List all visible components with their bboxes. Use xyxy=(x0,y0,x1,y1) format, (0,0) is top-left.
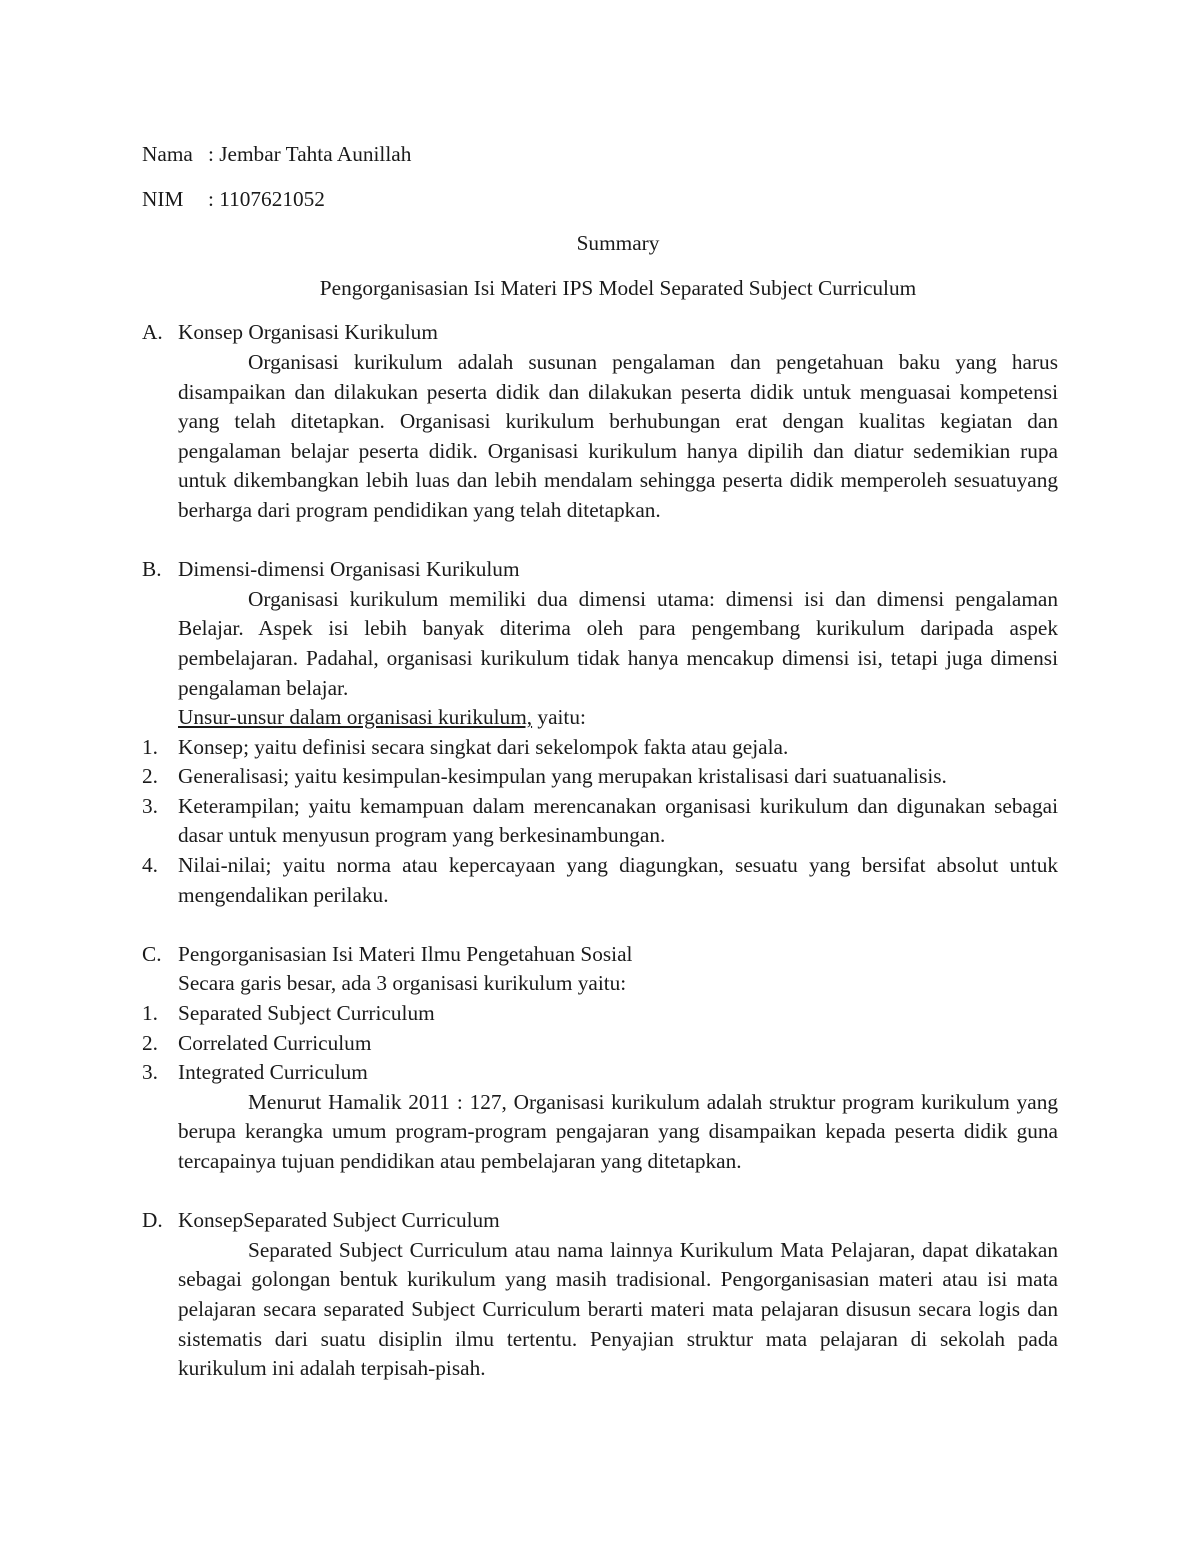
section-b-heading xyxy=(142,555,1058,585)
elements-intro xyxy=(178,703,1058,733)
section-b-letter: B. xyxy=(142,557,162,582)
list-item-number: 3. xyxy=(142,1060,158,1085)
section-c-paragraph: Menurut Hamalik 2011 : 127, Organisasi kurikulum adalah struktur program kurikulum yang berupa kerangka umum program-program pengajaran yang disampaikan kepada peserta didik guna tercapainya tujuan pendidikan atau pembelajaran yang ditetapkan. xyxy=(178,1089,1058,1173)
section-d-letter: D. xyxy=(142,1208,163,1233)
list-item xyxy=(142,1029,1058,1059)
section-c-title: Pengorganisasian Isi Materi Ilmu Pengetahuan Sosial xyxy=(178,941,633,966)
nama-value: : Jembar Tahta Aunillah xyxy=(208,142,412,166)
summary-title: Summary xyxy=(576,231,660,256)
curriculum-types-list xyxy=(142,999,1058,1088)
list-item-number: 1. xyxy=(142,734,158,759)
section-c-heading xyxy=(142,940,1058,970)
section-a-title: Konsep Organisasi Kurikulum xyxy=(178,320,438,345)
list-item-number: 2. xyxy=(142,1030,158,1055)
list-item-text: Separated Subject Curriculum xyxy=(178,1001,435,1026)
section-a-heading xyxy=(142,318,1058,348)
section-a-letter: A. xyxy=(142,320,163,345)
nim-row xyxy=(142,185,1058,215)
section-b-title: Dimensi-dimensi Organisasi Kurikulum xyxy=(178,557,520,582)
list-item-number: 4. xyxy=(142,853,158,878)
section-d-paragraph: Separated Subject Curriculum atau nama lainnya Kurikulum Mata Pelajaran, dapat dikatakan sebagai golongan bentuk kurikulum yang masih tradisional. Pengorganisasian materi atau isi mata pelajaran secara separated Subject Curriculum berarti materi mata pelajaran disusun secara logis dan sistematis dari suatu disiplin ilmu tertentu. Penyajian struktur mata pelajaran di sekolah pada kurikulum ini adalah terpisah-pisah. xyxy=(178,1237,1058,1381)
section-a xyxy=(142,318,1058,525)
list-item-number: 1. xyxy=(142,1001,158,1026)
section-c-intro: Secara garis besar, ada 3 organisasi kurikulum yaitu: xyxy=(178,971,627,996)
list-item-number: 3. xyxy=(142,793,158,818)
section-c xyxy=(142,940,1058,1177)
list-item-text: Keterampilan; yaitu kemampuan dalam merencanakan organisasi kurikulum dan digunakan sebagai dasar untuk menyusun program yang berkesinambungan. xyxy=(178,793,1058,848)
list-item-text: Correlated Curriculum xyxy=(178,1030,372,1055)
section-b xyxy=(142,555,1058,910)
list-item xyxy=(142,792,1058,851)
section-b-paragraph: Organisasi kurikulum memiliki dua dimensi utama: dimensi isi dan dimensi pengalaman Belajar. Aspek isi lebih banyak diterima oleh para pengembang kurikulum daripada aspek pembelajaran. Padahal, organisasi kurikulum tidak hanya mencakup dimensi isi, tetapi juga dimensi pengalaman belajar. xyxy=(178,586,1058,700)
section-d-heading xyxy=(142,1206,1058,1236)
section-d xyxy=(142,1206,1058,1384)
elements-list xyxy=(142,733,1058,911)
list-item xyxy=(142,999,1058,1029)
nim-value: : 1107621052 xyxy=(208,186,325,211)
list-item-text: Integrated Curriculum xyxy=(178,1060,368,1085)
list-item-text: Konsep; yaitu definisi secara singkat dari sekelompok fakta atau gejala. xyxy=(178,734,789,759)
nim-label: NIM xyxy=(142,186,184,211)
nama-label: Nama xyxy=(142,142,193,166)
list-item xyxy=(142,762,1058,792)
elements-underlined: Unsur-unsur dalam organisasi kurikulum, xyxy=(178,705,533,730)
nama-row xyxy=(142,140,1058,170)
list-item-text: Generalisasi; yaitu kesimpulan-kesimpulan yang merupakan kristalisasi dari suatuanalisis. xyxy=(178,764,947,789)
list-item xyxy=(142,733,1058,763)
list-item xyxy=(142,1058,1058,1088)
list-item-text: Nilai-nilai; yaitu norma atau kepercayaan yang diagungkan, sesuatu yang bersifat absolut untuk mengendalikan perilaku. xyxy=(178,853,1058,907)
section-a-paragraph: Organisasi kurikulum adalah susunan pengalaman dan pengetahuan baku yang harus disampaikan dan dilakukan peserta didik dan dilakukan peserta didik untuk menguasai kompetensi yang telah ditetapkan. Organisasi kurikulum berhubungan erat dengan kualitas kegiatan dan pengalaman belajar peserta didik. Organisasi kurikulum hanya dipilih dan diatur sedemikian rupa untuk dikembangkan lebih luas dan lebih mendalam sehingga peserta didik memperoleh sesuatuyang berharga dari program pendidikan yang telah ditetapkan. xyxy=(178,349,1058,522)
list-item xyxy=(142,851,1058,910)
elements-suffix: yaitu: xyxy=(532,705,586,730)
section-c-letter: C. xyxy=(142,941,162,966)
section-d-title: KonsepSeparated Subject Curriculum xyxy=(178,1208,500,1233)
document-title: Pengorganisasian Isi Materi IPS Model Separated Subject Curriculum xyxy=(319,275,917,300)
list-item-number: 2. xyxy=(142,764,158,789)
